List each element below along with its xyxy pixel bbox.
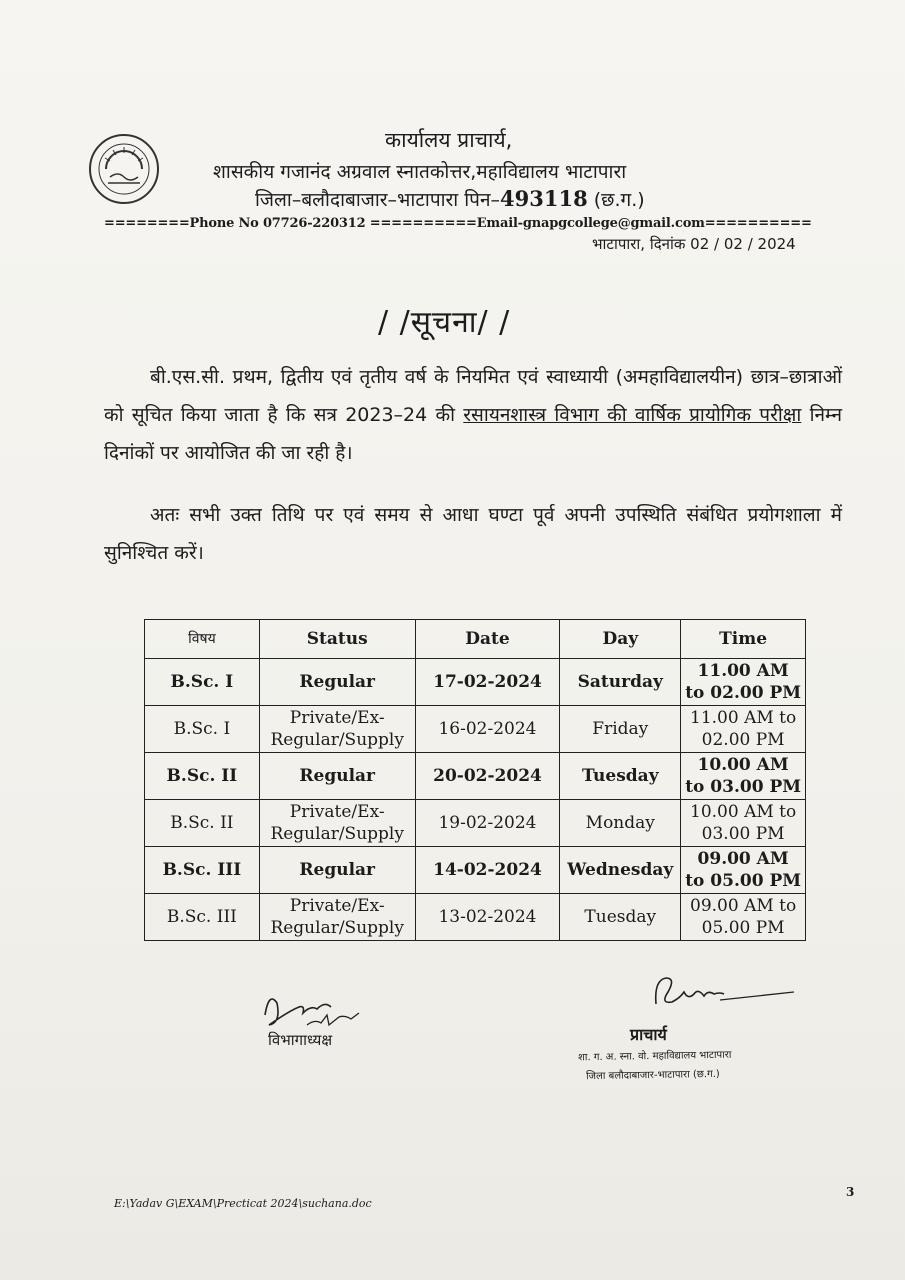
table-row: [145, 847, 806, 894]
cell-date: 16-02-2024: [415, 706, 560, 753]
pin-code: 493118: [500, 186, 588, 211]
cell-day: Tuesday: [560, 894, 681, 941]
cell-date: 17-02-2024: [415, 659, 560, 706]
cell-date: 13-02-2024: [415, 894, 560, 941]
table-row: [145, 800, 806, 847]
time-line-2: to 02.00 PM: [685, 683, 802, 703]
header-status: Status: [259, 620, 415, 659]
hod-label: विभागाध्यक्ष: [268, 1031, 333, 1049]
time-line-1: 10.00 AM to: [690, 802, 797, 822]
table-row: [145, 753, 806, 800]
time-line-2: to 03.00 PM: [685, 777, 802, 797]
cell-subject: B.Sc. II: [145, 800, 260, 847]
cell-status: [259, 800, 415, 847]
time-line-2: to 05.00 PM: [685, 871, 802, 891]
status-line-2: Regular/Supply: [270, 730, 404, 750]
cell-time: [681, 659, 806, 706]
cell-date: 19-02-2024: [415, 800, 560, 847]
office-heading: कार्यालय प्राचार्य,: [385, 128, 513, 152]
cell-subject: B.Sc. I: [145, 659, 260, 706]
notice-title: / /सूचना/ /: [378, 305, 511, 340]
cell-date: 14-02-2024: [415, 847, 560, 894]
header-time: Time: [681, 620, 806, 659]
header-day: Day: [560, 620, 681, 659]
cell-subject: B.Sc. I: [145, 706, 260, 753]
state-text: (छ.ग.): [593, 189, 645, 211]
time-line-1: 11.00 AM to: [690, 708, 797, 728]
cell-status: Regular: [259, 753, 415, 800]
header-date: Date: [415, 620, 560, 659]
cell-time: [681, 847, 806, 894]
cell-status: Regular: [259, 659, 415, 706]
cell-time: [681, 706, 806, 753]
cell-status: Regular: [259, 847, 415, 894]
cell-day: Monday: [560, 800, 681, 847]
status-line-1: Private/Ex-: [289, 896, 385, 916]
time-line-1: 10.00 AM: [697, 755, 789, 775]
seal-line-2: जिला बलौदाबाजार-भाटापारा (छ.ग.): [585, 1068, 720, 1083]
cell-day: Wednesday: [560, 847, 681, 894]
cell-day: Friday: [560, 706, 681, 753]
principal-label: प्राचार्य: [630, 1025, 667, 1044]
exam-name-underlined: रसायनशास्त्र विभाग की वार्षिक प्रायोगिक परीक्षा: [463, 404, 802, 426]
cell-date: 20-02-2024: [415, 753, 560, 800]
cell-subject: B.Sc. III: [145, 894, 260, 941]
page-number: 3: [846, 1185, 855, 1199]
cell-status: [259, 706, 415, 753]
cell-time: [681, 800, 806, 847]
time-line-1: 09.00 AM to: [690, 896, 797, 916]
principal-signature-icon: [650, 970, 800, 1015]
time-line-2: 02.00 PM: [701, 730, 785, 750]
time-line-2: 05.00 PM: [701, 918, 785, 938]
header-subject: विषय: [145, 620, 260, 659]
table-row: [145, 706, 806, 753]
notice-paragraph-2: अतः सभी उक्त तिथि पर एवं समय से आधा घण्टा पूर्व अपनी उपस्थिति संबंधित प्रयोगशाला में सुनिश्चित करें।: [104, 504, 842, 564]
cell-subject: B.Sc. III: [145, 847, 260, 894]
cell-time: [681, 753, 806, 800]
status-line-2: Regular/Supply: [270, 824, 404, 844]
exam-schedule-table: [144, 619, 806, 941]
college-name: शासकीय गजानंद अग्रवाल स्नातकोत्तर,महाविद्यालय भाटापारा: [213, 161, 627, 183]
table-row: [145, 659, 806, 706]
cell-time: [681, 894, 806, 941]
cell-day: Saturday: [560, 659, 681, 706]
seal-line-1: शा. ग. अ. स्ना. वो. महाविद्यालय भाटापारा: [577, 1049, 732, 1064]
cell-status: [259, 894, 415, 941]
notice-date: भाटापारा, दिनांक 02 / 02 / 2024: [592, 235, 796, 253]
time-line-1: 09.00 AM: [697, 849, 789, 869]
status-line-2: Regular/Supply: [270, 918, 404, 938]
college-emblem-icon: [88, 133, 160, 205]
status-line-1: Private/Ex-: [289, 708, 385, 728]
hod-signature-icon: [255, 985, 375, 1035]
file-path: E:\Yadav G\EXAM\Precticat 2024\suchana.doc: [114, 1197, 372, 1210]
cell-subject: B.Sc. II: [145, 753, 260, 800]
paragraph-1-after: निम्न दिनांकों पर आयोजित की जा रही है।: [104, 404, 842, 464]
paragraph-1-before: बी.एस.सी. प्रथम, द्वितीय एवं तृतीय वर्ष के नियमित एवं स्वाध्यायी (अमहाविद्यालयीन) छात्र–छात्राओं को सूचित किया जाता है कि सत्र 2023–24 की: [104, 366, 842, 426]
contact-line: ========Phone No 07726-220312 ==========Email-gnapgcollege@gmail.com==========: [104, 216, 812, 231]
table-header-row: [145, 620, 806, 659]
time-line-1: 11.00 AM: [697, 661, 789, 681]
status-line-1: Private/Ex-: [289, 802, 385, 822]
college-address: [255, 186, 645, 212]
notice-paragraph-1: [104, 358, 842, 472]
table-row: [145, 894, 806, 941]
cell-day: Tuesday: [560, 753, 681, 800]
district-text: जिला–बलौदाबाजार–भाटापारा पिन–: [255, 189, 501, 211]
time-line-2: 03.00 PM: [701, 824, 785, 844]
